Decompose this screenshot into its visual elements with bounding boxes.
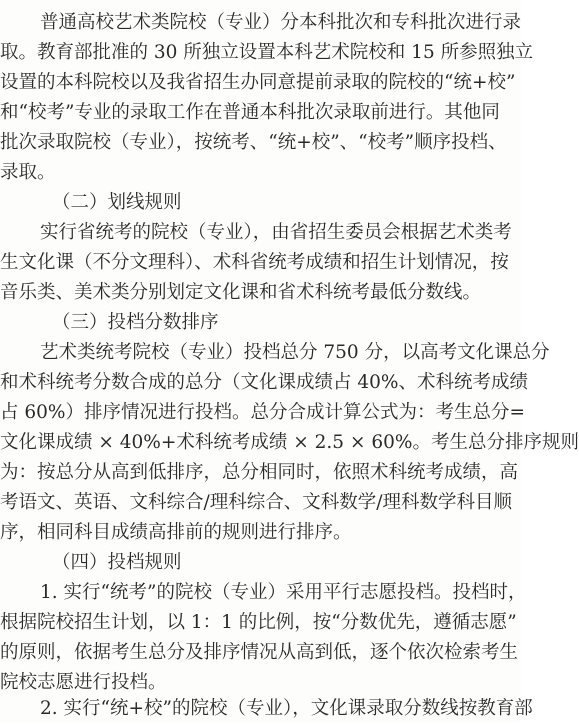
paragraph-line: 2. 实行“统+校”的院校（专业），文化课录取分数线按教育部 [40, 698, 533, 719]
paragraph-line: 录取。 [0, 162, 56, 183]
paragraph-line: 的原则，依据考生总分及排序情况从高到低，逐个依次检索考生 [0, 642, 519, 663]
paragraph-line: 实行省统考的院校（专业），由省招生委员会根据艺术类考 [40, 222, 512, 243]
paragraph-line: 普通高校艺术类院校（专业）分本科批次和专科批次进行录 [40, 12, 522, 33]
paragraph-line: 考语文、英语、文科综合/理科综合、文科数学/理科数学科目顺 [0, 492, 512, 513]
paragraph-line: 音乐类、美术类分别划定文化课和省术科统考最低分数线。 [0, 282, 482, 303]
paragraph-line: 根据院校招生计划，以 1：1 的比例，按“分数优先，遵循志愿” [0, 612, 517, 633]
paragraph-line: 和“校考”专业的录取工作在普通本科批次录取前进行。其他同 [0, 102, 500, 123]
paragraph-line: 生文化课（不分文理科）、术科省统考成绩和招生计划情况，按 [0, 252, 509, 273]
paragraph-line: 艺术类统考院校（专业）投档总分 750 分，以高考文化课总分 [40, 342, 550, 363]
paragraph-line: 1. 实行“统考”的院校（专业）采用平行志愿投档。投档时， [40, 582, 527, 603]
paragraph-line: 序，相同科目成绩高排前的规则进行排序。 [0, 522, 352, 543]
paragraph-line: 占 60%）排序情况进行投档。总分合成计算公式为：考生总分= [0, 402, 526, 423]
paragraph-line: 批次录取院校（专业），按统考、“统+校”、“校考”顺序投档、 [0, 132, 507, 153]
section-heading-2: （二）划线规则 [52, 192, 182, 213]
paragraph-line: 院校志愿进行投档。 [0, 672, 167, 693]
paragraph-line: 取。教育部批准的 30 所独立设置本科艺术院校和 15 所参照独立 [0, 42, 534, 63]
paragraph-line: 文化课成绩 × 40%+术科统考成绩 × 2.5 × 60%。考生总分排序规则 [0, 432, 579, 453]
paragraph-line: 设置的本科院校以及我省招生办同意提前录取的院校的“统+校” [0, 72, 516, 93]
section-heading-4: （四）投档规则 [52, 552, 182, 573]
section-heading-3: （三）投档分数排序 [52, 312, 219, 333]
paragraph-line: 和术科统考分数合成的总分（文化课成绩占 40%、术科统考成绩 [0, 372, 529, 393]
paragraph-line: 为：按总分从高到低排序，总分相同时，依照术科统考成绩，高 [0, 462, 519, 483]
